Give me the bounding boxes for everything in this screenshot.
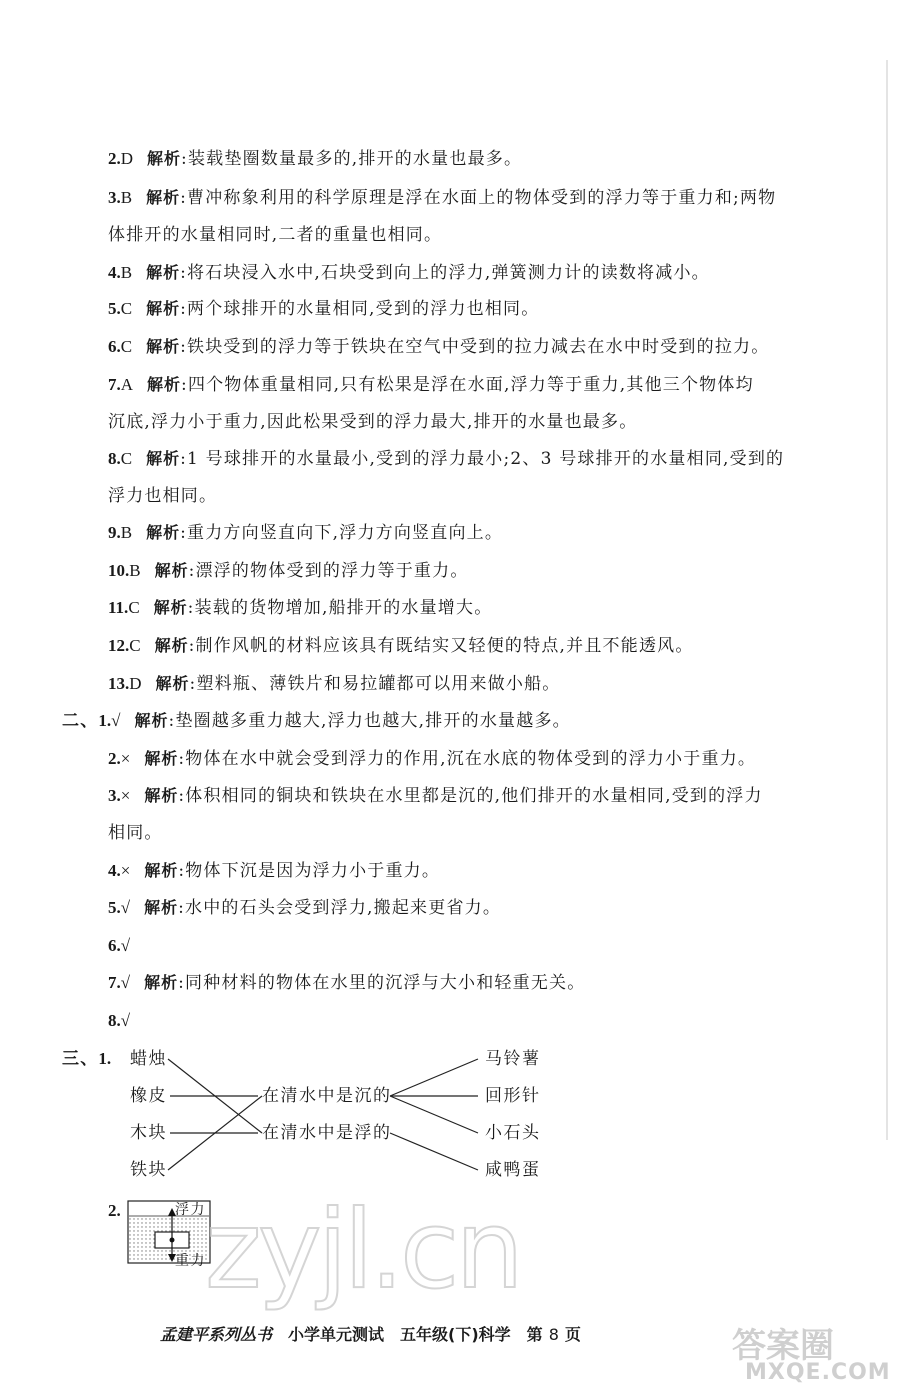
item-number: 13. — [108, 674, 130, 693]
watermark-text: zyjl.cn — [205, 1188, 520, 1313]
analysis-text: :铁块受到的浮力等于铁块在空气中受到的拉力减去在水中时受到的拉力。 — [180, 337, 770, 357]
series-name: 孟建平系列丛书 — [160, 1325, 273, 1344]
middle-item: 在清水中是沉的 — [262, 1086, 392, 1106]
gravity-label: 重力 — [175, 1253, 206, 1269]
analysis-label: 解析 — [153, 598, 188, 617]
page-number: 8 — [548, 1325, 559, 1344]
watermark-logo: 答案圈 — [732, 1326, 834, 1366]
match-line — [390, 1059, 478, 1096]
item-answer: C — [128, 598, 140, 617]
item-number: 8. — [108, 1011, 121, 1030]
analysis-text: :体积相同的铜块和铁块在水里都是沉的,他们排开的水量相同,受到的浮力 — [178, 786, 763, 806]
buoyancy-label: 浮力 — [175, 1202, 206, 1218]
analysis-text: :两个球排开的水量相同,受到的浮力也相同。 — [180, 299, 540, 319]
analysis-continuation: 沉底,浮力小于重力,因此松果受到的浮力最大,排开的水量也最多。 — [108, 412, 638, 432]
analysis-label: 解析 — [147, 375, 182, 394]
item-answer: B — [120, 263, 133, 282]
analysis-label: 解析 — [155, 674, 190, 693]
analysis-label: 解析 — [146, 188, 181, 207]
left-item: 橡皮 — [130, 1086, 167, 1106]
analysis-label: 解析 — [144, 861, 179, 880]
item-number: 4. — [108, 263, 121, 282]
item-answer: D — [129, 674, 142, 693]
item-answer: √ — [120, 1011, 131, 1030]
analysis-continuation: 相同。 — [108, 823, 163, 843]
item-answer: D — [120, 149, 134, 168]
analysis-label: 解析 — [147, 149, 182, 168]
left-item: 铁块 — [130, 1160, 167, 1180]
item-answer: B — [120, 188, 133, 207]
item-number-text: 2. — [108, 1201, 121, 1220]
analysis-label: 解析 — [146, 263, 181, 282]
analysis-label: 解析 — [144, 973, 179, 992]
analysis-label: 解析 — [146, 299, 181, 318]
analysis-text: :1 号球排开的水量最小,受到的浮力最小;2、3 号球排开的水量相同,受到的 — [180, 449, 785, 469]
item-answer: C — [120, 449, 133, 468]
analysis-text: :塑料瓶、薄铁片和易拉罐都可以用来做小船。 — [189, 674, 561, 694]
item-number: 3. — [108, 188, 121, 207]
analysis-text: :物体下沉是因为浮力小于重力。 — [178, 861, 441, 881]
book-title: 小学单元测试 — [288, 1325, 385, 1344]
watermark-site: MXQE.COM — [745, 1360, 891, 1385]
grade-subject: 五年级(下)科学 — [400, 1325, 511, 1344]
item-answer: C — [120, 337, 133, 356]
match-line — [390, 1133, 478, 1170]
analysis-label: 解析 — [154, 636, 189, 655]
middle-item: 在清水中是浮的 — [262, 1123, 392, 1143]
analysis-label: 解析 — [154, 561, 189, 580]
section-number: 三、 — [62, 1049, 99, 1069]
analysis-text: :将石块浸入水中,石块受到向上的浮力,弹簧测力计的读数将减小。 — [180, 263, 710, 283]
analysis-label: 解析 — [146, 449, 181, 468]
analysis-text: :制作风帆的材料应该具有既结实又轻便的特点,并且不能透风。 — [188, 636, 694, 656]
analysis-text: :重力方向竖直向下,浮力方向竖直向上。 — [180, 523, 504, 543]
analysis-text: :装载的货物增加,船排开的水量增大。 — [187, 598, 493, 618]
analysis-text: :物体在水中就会受到浮力的作用,沉在水底的物体受到的浮力小于重力。 — [178, 749, 757, 769]
right-item: 马铃薯 — [485, 1049, 541, 1069]
item-number: 12. — [108, 636, 130, 655]
analysis-continuation: 浮力也相同。 — [108, 486, 218, 506]
analysis-label: 解析 — [134, 711, 169, 730]
match-line — [390, 1096, 478, 1133]
item-number: 1. — [98, 711, 112, 730]
analysis-text: :曹冲称象利用的科学原理是浮在水面上的物体受到的浮力等于重力和;两物 — [180, 188, 777, 208]
right-item: 小石头 — [485, 1123, 541, 1143]
item-answer: B — [129, 561, 141, 580]
analysis-text: :漂浮的物体受到的浮力等于重力。 — [188, 561, 469, 581]
item-answer: B — [120, 523, 133, 542]
analysis-label: 解析 — [146, 523, 181, 542]
left-item: 木块 — [130, 1123, 167, 1143]
right-item: 咸鸭蛋 — [485, 1160, 541, 1180]
item-number: 3. — [108, 786, 121, 805]
item-answer: √ — [120, 898, 131, 917]
item-number: 2. — [108, 149, 121, 168]
item-answer: A — [120, 375, 134, 394]
item-number: 5. — [108, 898, 121, 917]
page-footer — [160, 1322, 597, 1345]
item-answer: × — [120, 749, 131, 768]
item-number: 4. — [108, 861, 121, 880]
item-number: 6. — [108, 337, 121, 356]
analysis-text: :水中的石头会受到浮力,搬起来更省力。 — [178, 898, 502, 918]
item-answer: C — [129, 636, 141, 655]
analysis-text: :四个物体重量相同,只有松果是浮在水面,浮力等于重力,其他三个物体均 — [181, 375, 754, 395]
item-number: 8. — [108, 449, 121, 468]
analysis-label: 解析 — [144, 749, 179, 768]
analysis-label: 解析 — [144, 786, 179, 805]
page-prefix: 第 — [526, 1325, 543, 1344]
item-number: 11. — [108, 598, 129, 617]
item-number: 5. — [108, 299, 121, 318]
right-item: 回形针 — [485, 1086, 541, 1106]
item-answer: × — [120, 861, 131, 880]
item-number: 7. — [108, 973, 121, 992]
item-number: 7. — [108, 375, 121, 394]
analysis-text: :同种材料的物体在水里的沉浮与大小和轻重无关。 — [178, 973, 586, 993]
item-number: 9. — [108, 523, 121, 542]
item-answer: × — [120, 786, 131, 805]
item-number: 1. — [98, 1049, 112, 1068]
analysis-label: 解析 — [144, 898, 179, 917]
item-answer: √ — [120, 973, 131, 992]
analysis-text: :装载垫圈数量最多的,排开的水量也最多。 — [181, 149, 523, 169]
item-number — [108, 1200, 121, 1222]
item-answer: √ — [120, 936, 131, 955]
analysis-text: :垫圈越多重力越大,浮力也越大,排开的水量越多。 — [168, 711, 571, 731]
item-answer: √ — [111, 711, 121, 730]
left-item: 蜡烛 — [130, 1049, 167, 1069]
page-suffix: 页 — [564, 1325, 581, 1344]
item-number: 6. — [108, 936, 121, 955]
item-number: 2. — [108, 749, 121, 768]
item-number: 10. — [108, 561, 130, 580]
section-number: 二、 — [62, 711, 99, 731]
analysis-continuation: 体排开的水量相同时,二者的重量也相同。 — [108, 225, 443, 245]
item-answer: C — [120, 299, 133, 318]
analysis-label: 解析 — [146, 337, 181, 356]
